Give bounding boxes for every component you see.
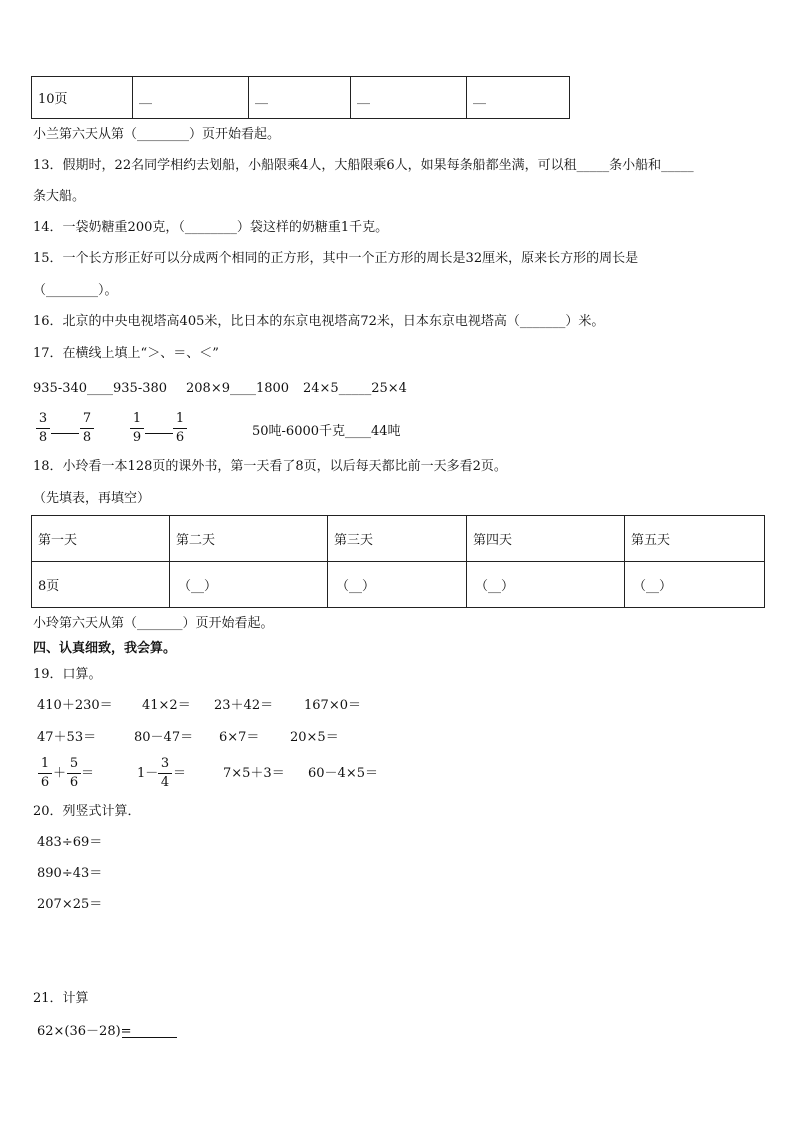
q12-tail-text: 小兰第六天从第（________）页开始看起。: [33, 127, 281, 142]
q15-line1: 15．一个长方形正好可以分成两个相同的正方形，其中一个正方形的周长是32厘米，原来长方形的周长是: [33, 251, 639, 266]
q19-r2-expr: 20×5＝: [290, 730, 339, 745]
fraction: [36, 412, 50, 445]
fraction: [38, 757, 52, 790]
fraction-denominator: 6: [175, 430, 185, 445]
q18-header-cell: 第二天: [170, 516, 328, 562]
q14-text: 14．一袋奶糖重200克，（________）袋这样的奶糖重1千克。: [33, 220, 389, 235]
section-heading: 四、认真细致，我会算。: [33, 641, 177, 656]
q18-line2: （先填表，再填空）: [33, 491, 151, 506]
fraction-denominator: 6: [69, 775, 79, 790]
q19-r2-expr: 6×7＝: [219, 730, 260, 745]
q18-header-cell: 第三天: [328, 516, 467, 562]
top-table-cell: __: [351, 77, 467, 119]
q15-line2: （________）。: [33, 283, 118, 298]
equals-sign: ＝: [173, 766, 187, 781]
q19-r1-expr: 41×2＝: [142, 698, 191, 713]
fraction-numerator: 1: [40, 756, 50, 771]
q20-item: 890÷43＝: [37, 866, 103, 881]
q17-expr-3: 24×5_____25×4: [303, 381, 407, 396]
fraction-bar: [36, 428, 50, 429]
fraction-bar: [80, 428, 94, 429]
q21-title: 21．计算: [33, 991, 89, 1006]
top-table-cell: 10页: [32, 77, 133, 119]
fraction-bar: [158, 773, 172, 774]
q19-r1-expr: 167×0＝: [304, 698, 361, 713]
answer-blank-line: [145, 433, 173, 434]
q18-table: [31, 515, 765, 608]
q20-item: 207×25＝: [37, 897, 103, 912]
top-table-cell: __: [467, 77, 570, 119]
fraction-denominator: 8: [82, 430, 92, 445]
fraction-denominator: 4: [160, 775, 170, 790]
q18-value-cell: （__）: [170, 562, 328, 608]
q18-value-cell: 8页: [32, 562, 170, 608]
q13-line2: 条大船。: [33, 189, 86, 204]
fraction: [158, 757, 172, 790]
fraction-numerator: 3: [38, 411, 48, 426]
fraction-numerator: 3: [160, 756, 170, 771]
q17-title: 17．在横线上填上“＞、＝、＜”: [33, 346, 219, 361]
fraction-denominator: 8: [38, 430, 48, 445]
q18-line1: 18．小玲看一本128页的课外书，第一天看了8页，以后每天都比前一天多看2页。: [33, 459, 507, 474]
answer-blank-line: [122, 1037, 177, 1038]
q18-value-cell: （__）: [467, 562, 625, 608]
fraction-denominator: 9: [132, 430, 142, 445]
plus-sign: ＋: [53, 766, 67, 781]
q19-r3-expr: 7×5＋3＝: [223, 766, 285, 781]
fraction-numerator: 7: [82, 411, 92, 426]
fraction-denominator: 6: [40, 775, 50, 790]
answer-blank-line: [51, 433, 79, 434]
fraction: [80, 412, 94, 445]
q16-text: 16．北京的中央电视塔高405米，比日本的东京电视塔高72米，日本东京电视塔高（_______）米。: [33, 314, 605, 329]
top-table-cell: __: [249, 77, 351, 119]
top-table: [31, 76, 570, 119]
q19-title: 19．口算。: [33, 667, 102, 682]
q21-expr: 62×(36－28)=: [37, 1024, 132, 1039]
q18-value-cell: （__）: [328, 562, 467, 608]
fraction-numerator: 1: [175, 411, 185, 426]
q18-tail-text: 小玲第六天从第（_______）页开始看起。: [33, 616, 274, 631]
q19-r3-expr: 60－4×5＝: [308, 766, 378, 781]
q18-header-cell: 第一天: [32, 516, 170, 562]
q19-r1-expr: 410＋230＝: [37, 698, 113, 713]
q13-line1: 13．假期时，22名同学相约去划船，小船限乘4人，大船限乘6人，如果每条船都坐满，可以租_____条小船和_____: [33, 158, 694, 173]
q18-header-cell: 第四天: [467, 516, 625, 562]
q17-expr-2: 208×9____1800: [186, 381, 290, 396]
q17-expr-4: 50吨-6000千克____44吨: [252, 424, 401, 439]
fraction: [173, 412, 187, 445]
q20-item: 483÷69＝: [37, 835, 103, 850]
q20-title: 20．列竖式计算．: [33, 804, 141, 819]
top-table-cell: __: [133, 77, 249, 119]
q19-r1-expr: 23＋42＝: [214, 698, 274, 713]
q17-expr-1: 935-340____935-380: [33, 381, 168, 396]
fraction-bar: [67, 773, 81, 774]
equals-sign: ＝: [81, 766, 95, 781]
fraction-bar: [130, 428, 144, 429]
fraction-bar: [38, 773, 52, 774]
fraction-numerator: 1: [132, 411, 142, 426]
q19-r2-expr: 80－47＝: [134, 730, 194, 745]
fraction-bar: [173, 428, 187, 429]
q18-value-cell: （__）: [625, 562, 765, 608]
q19-r2-expr: 47＋53＝: [37, 730, 97, 745]
one-minus: 1－: [137, 766, 159, 781]
fraction-numerator: 5: [69, 756, 79, 771]
q18-header-cell: 第五天: [625, 516, 765, 562]
fraction: [130, 412, 144, 445]
fraction: [67, 757, 81, 790]
